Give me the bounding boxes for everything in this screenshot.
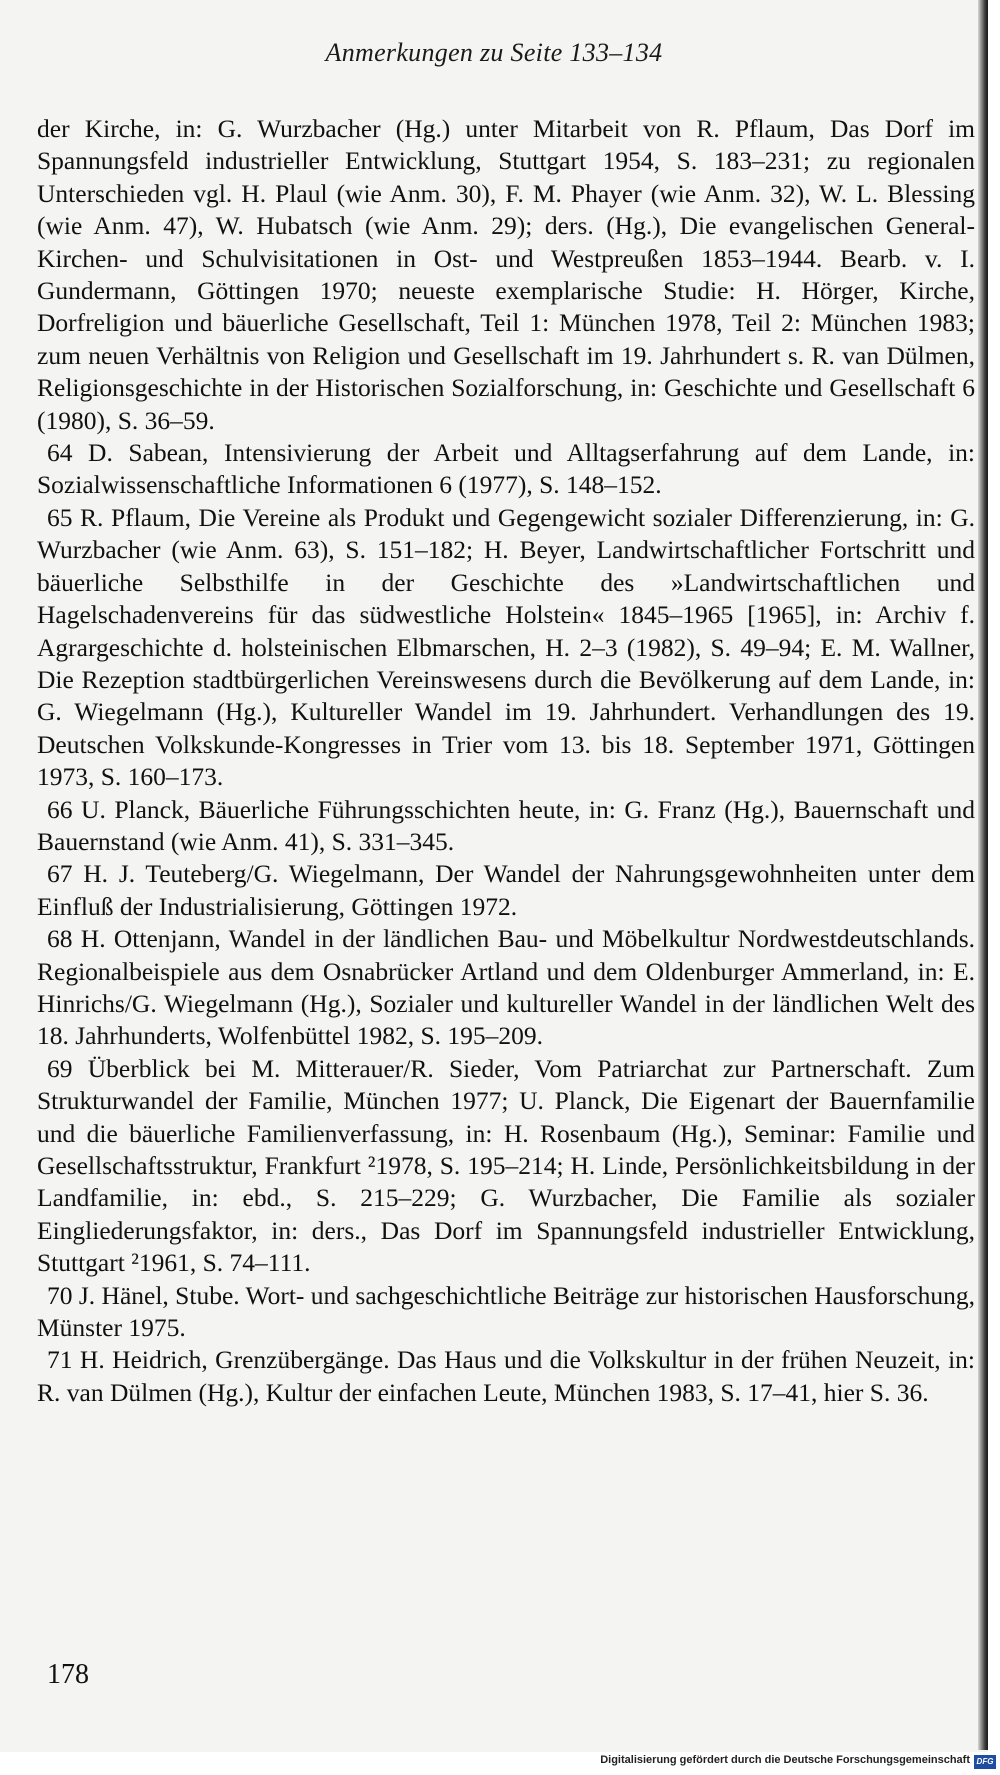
note-continuation: der Kirche, in: G. Wurzbacher (Hg.) unter Mitarbeit von R. Pflaum, Das Dorf im Spannungsfeld industrieller Entwicklung, Stuttgart 1954, S. 183–231; zu regionalen Unterschieden vgl. H. Plaul (wie Anm. 30), F. M. Phayer (wie Anm. 32), W. L. Blessing (wie Anm. 47), W. Hubatsch (wie Anm. 29); ders. (Hg.), Die evangelischen General-Kirchen- und Schulvisitationen in Ost- und Westpreußen 1853–1944. Bearb. v. I. Gundermann, Göttingen 1970; neueste exemplarische Studie: H. Hörger, Kirche, Dorfreligion und bäuerliche Gesellschaft, Teil 1: München 1978, Teil 2: München 1983; zum neuen Verhältnis von Religion und Gesellschaft im 19. Jahrhundert s. R. van Dülmen, Religionsgeschichte in der Historischen Sozialforschung, in: Geschichte und Gesellschaft 6 (1980), S. 36–59. bbox=[37, 114, 975, 435]
note-67: 67 H. J. Teuteberg/G. Wiegelmann, Der Wandel der Nahrungsgewohnheiten unter dem Einfluß der Industrialisierung, Göttingen 1972. bbox=[37, 859, 975, 921]
digitization-footer bbox=[0, 1752, 1000, 1775]
dfg-logo-icon: DFG bbox=[974, 1755, 996, 1769]
note-65: 65 R. Pflaum, Die Vereine als Produkt und Gegengewicht sozialer Differenzierung, in: G. Wurzbacher (wie Anm. 63), S. 151–182; H. Beyer, Landwirtschaftlicher Fortschritt und bäuerliche Selbsthilfe in der Geschichte des »Landwirtschaftlichen und Hagelschadenvereins für das südwestliche Holstein« 1845–1965 [1965], in: Archiv f. Agrargeschichte d. holsteinischen Elbmarschen, H. 2–3 (1982), S. 49–94; E. M. Wallner, Die Rezeption stadtbürgerlichen Vereinswesens durch die Bevölkerung auf dem Lande, in: G. Wiegelmann (Hg.), Kultureller Wandel im 19. Jahrhundert. Verhandlungen des 19. Deutschen Volkskunde-Kongresses in Trier vom 13. bis 18. September 1971, Göttingen 1973, S. 160–173. bbox=[37, 502, 975, 792]
running-title: Anmerkungen zu Seite 133–134 bbox=[325, 38, 663, 67]
note-71: 71 H. Heidrich, Grenzübergänge. Das Haus und die Volkskultur in der frühen Neuzeit, in: R. van Dülmen (Hg.), Kultur der einfachen Leute, München 1983, S. 17–41, hier S. 36. bbox=[37, 1345, 975, 1407]
page-binding-edge bbox=[978, 0, 988, 1750]
endnotes-block bbox=[37, 113, 975, 1409]
note-69: 69 Überblick bei M. Mitterauer/R. Sieder, Vom Patriarchat zur Partnerschaft. Zum Strukturwandel der Familie, München 1977; U. Planck, Die Eigenart der Bauernfamilie und die bäuerliche Familienverfassung, in: H. Rosenbaum (Hg.), Seminar: Familie und Gesellschaftsstruktur, Frankfurt ²1978, S. 195–214; H. Linde, Persönlichkeitsbildung in der Landfamilie, in: ebd., S. 215–229; G. Wurzbacher, Die Familie als sozialer Eingliederungsfaktor, in: ders., Das Dorf im Spannungsfeld industrieller Entwicklung, Stuttgart ²1961, S. 74–111. bbox=[37, 1053, 975, 1278]
note-70: 70 J. Hänel, Stube. Wort- und sachgeschichtliche Beiträge zur historischen Hausforschung, Münster 1975. bbox=[37, 1280, 975, 1343]
note-64: 64 D. Sabean, Intensivierung der Arbeit und Alltagserfahrung auf dem Lande, in: Sozialwissenschaftliche Informationen 6 (1977), S. 148–152. bbox=[37, 438, 975, 500]
page-number: 178 bbox=[47, 1659, 89, 1690]
note-66: 66 U. Planck, Bäuerliche Führungsschichten heute, in: G. Franz (Hg.), Bauernschaft und Bauernstand (wie Anm. 41), S. 331–345. bbox=[37, 794, 975, 856]
note-68: 68 H. Ottenjann, Wandel in der ländlichen Bau- und Möbelkultur Nordwestdeutschlands. Regionalbeispiele aus dem Osnabrücker Artland und dem Oldenburger Ammerland, in: E. Hinrichs/G. Wiegelmann (Hg.), Sozialer und kultureller Wandel in der ländlichen Welt des 18. Jahrhunderts, Wolfenbüttel 1982, S. 195–209. bbox=[37, 924, 975, 1051]
funding-note: Digitalisierung gefördert durch die Deutsche Forschungsgemeinschaft bbox=[600, 1754, 970, 1766]
